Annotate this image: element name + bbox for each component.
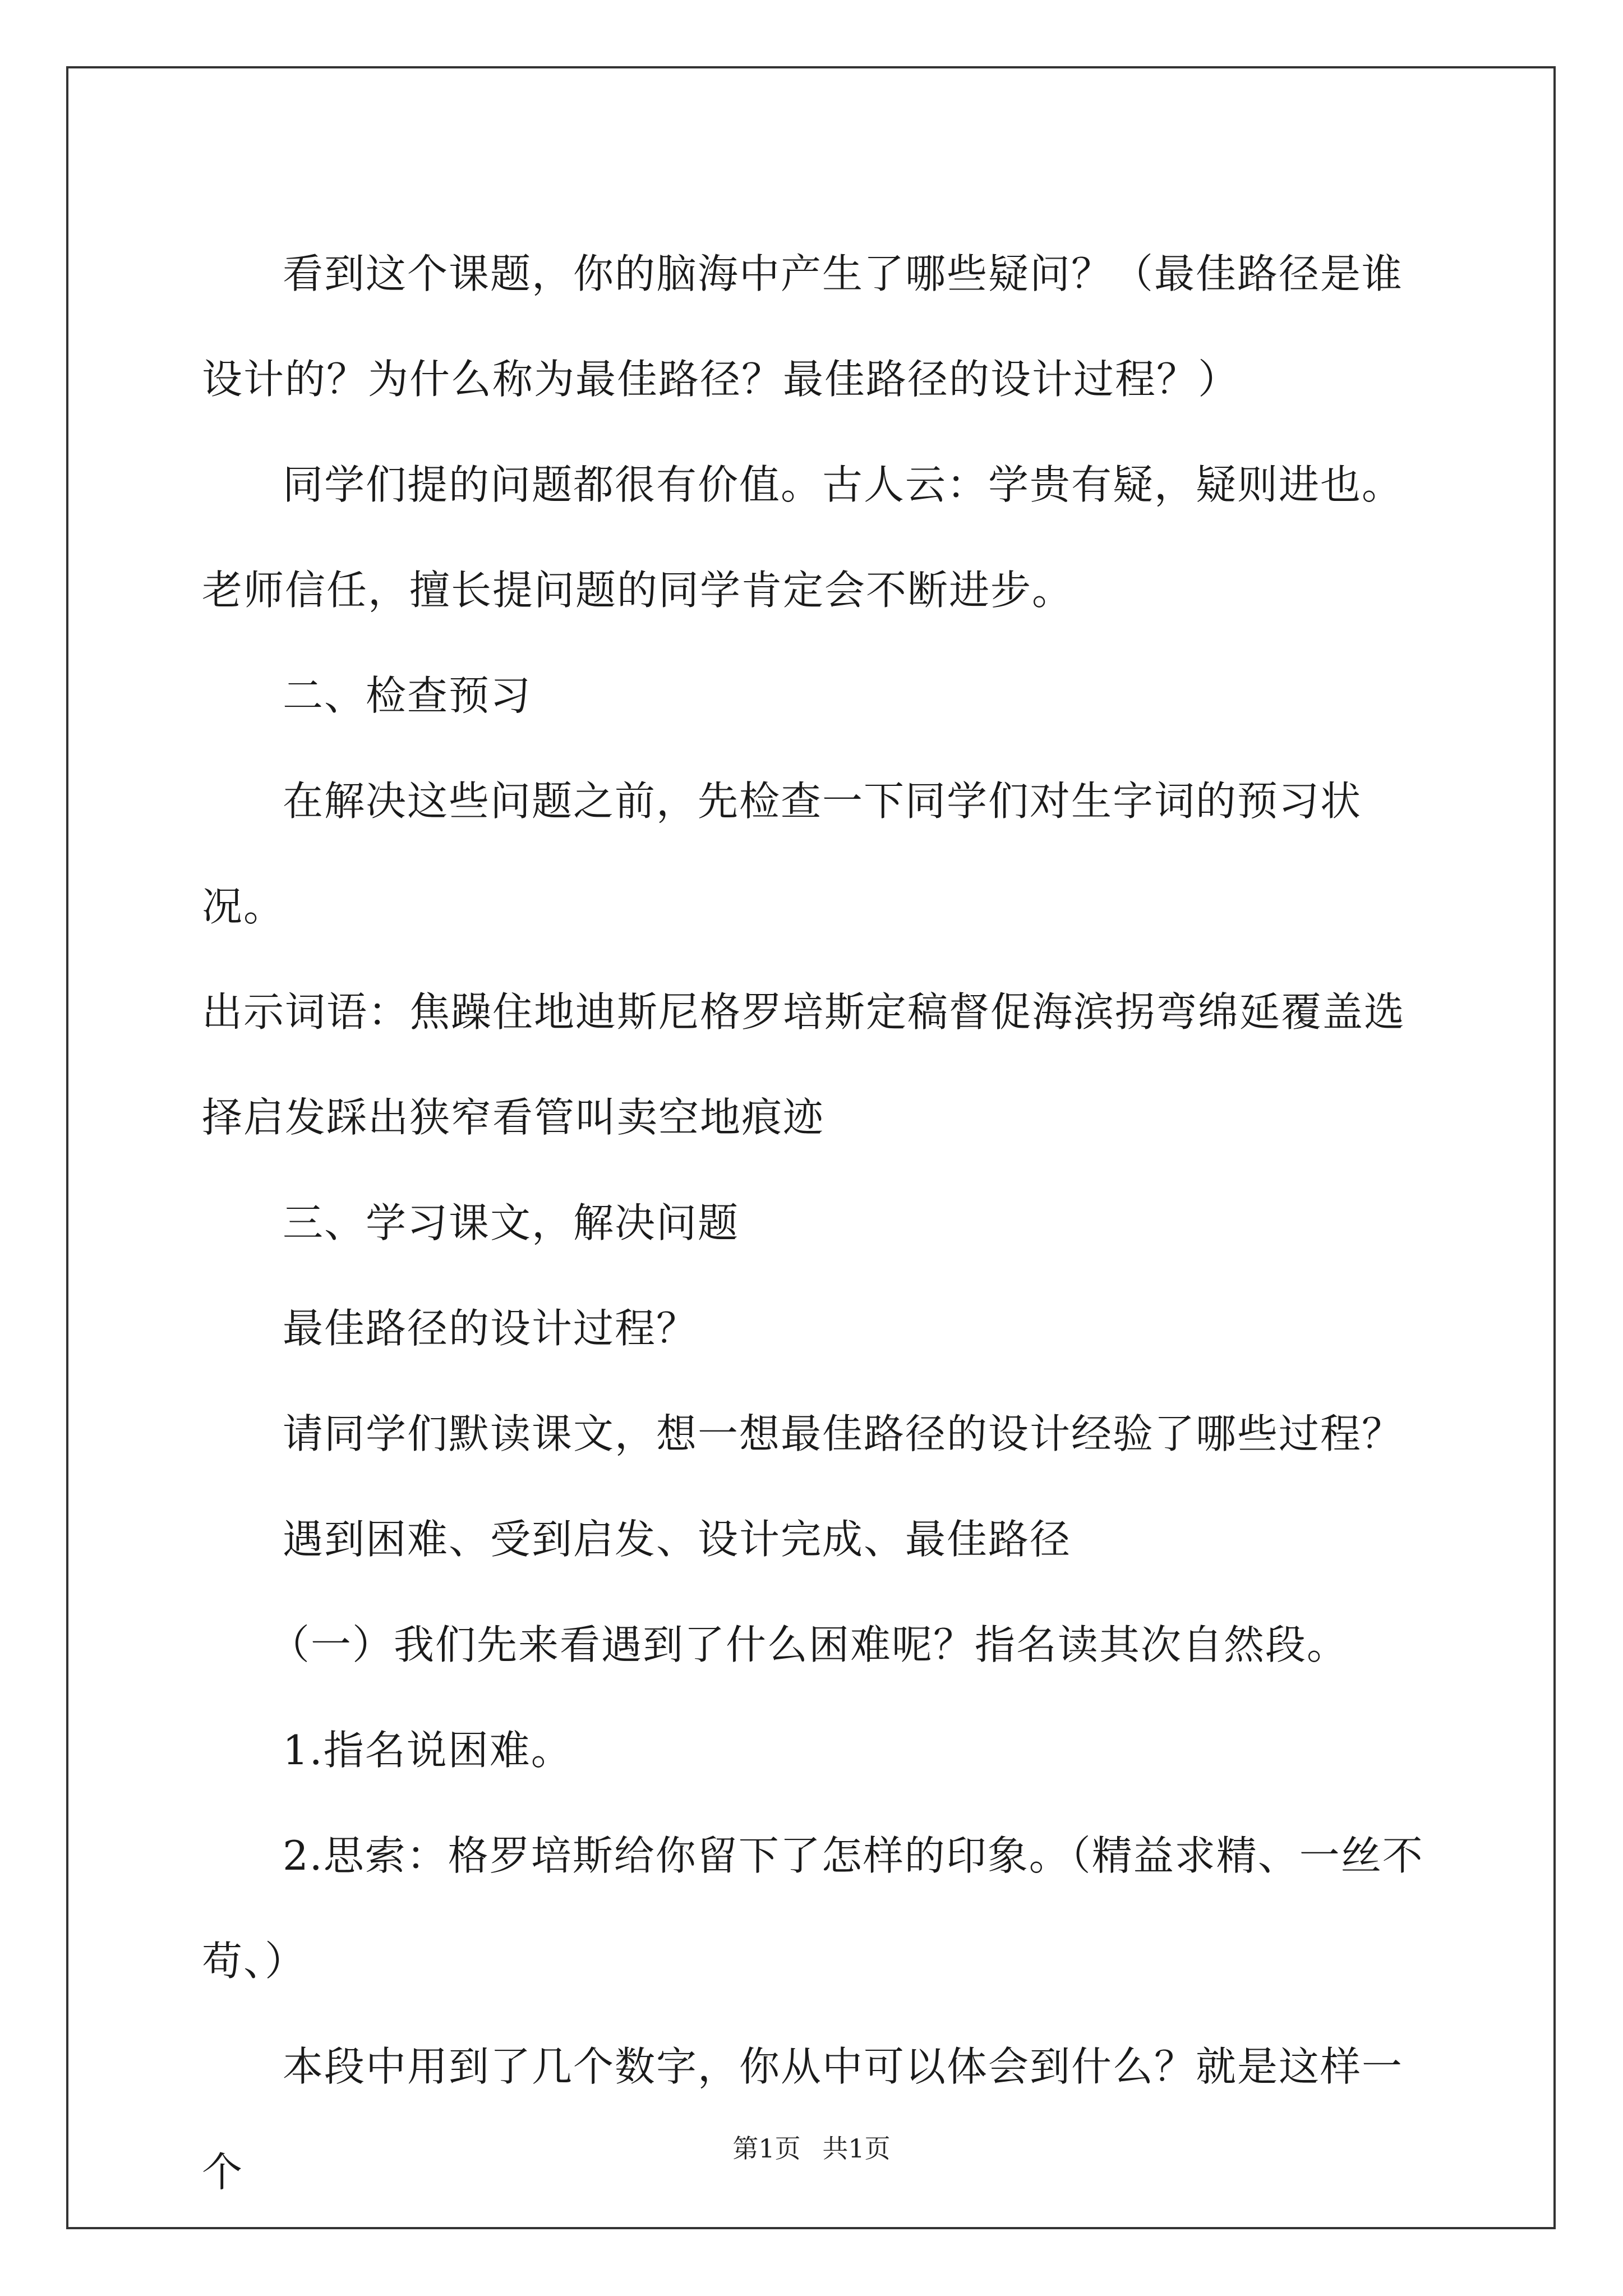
page-total: 共1页 [822,2133,891,2164]
list-item-1: 1.指名说困难。 [283,1727,573,1774]
list-item-2: 2.思索：格罗培斯给你留下了怎样的印象。（精益求精、一丝不苟、） [202,1832,1424,1985]
section-heading-3: 三、学习课文，解决问题 [283,1199,740,1246]
page-number: 第1页 [732,2133,801,2164]
vocabulary-list: 出示词语：焦躁住地迪斯尼格罗培斯定稿督促海滨拐弯绵延覆盖选择启发踩出狭窄看管叫卖空地痕迹 [202,988,1406,1141]
paragraph-4: 最佳路径的设计过程？ [283,1305,698,1352]
paragraph-8: 本段中用到了几个数字，你从中可以体会到什么？就是这样一个 [202,2043,1404,2196]
page-footer [0,2132,1623,2165]
paragraph-1: 看到这个课题，你的脑海中产生了哪些疑问？（最佳路径是谁设计的？为什么称为最佳路径？最佳路径的设计过程？） [202,250,1404,403]
section-heading-2: 二、检查预习 [283,672,532,719]
paragraph-2: 同学们提的问题都很有价值。古人云：学贵有疑，疑则进也。老师信任，擅长提问题的同学肯定会不断进步。 [202,461,1404,614]
paragraph-5: 请同学们默读课文，想一想最佳路径的设计经验了哪些过程？ [283,1410,1404,1457]
paragraph-7: （一）我们先来看遇到了什么困难呢？指名读其次自然段。 [269,1621,1349,1668]
paragraph-6: 遇到困难、受到启发、设计完成、最佳路径 [283,1516,1072,1563]
paragraph-3: 在解决这些问题之前，先检查一下同学们对生字词的预习状况。 [202,777,1362,930]
document-body [202,221,1430,2225]
